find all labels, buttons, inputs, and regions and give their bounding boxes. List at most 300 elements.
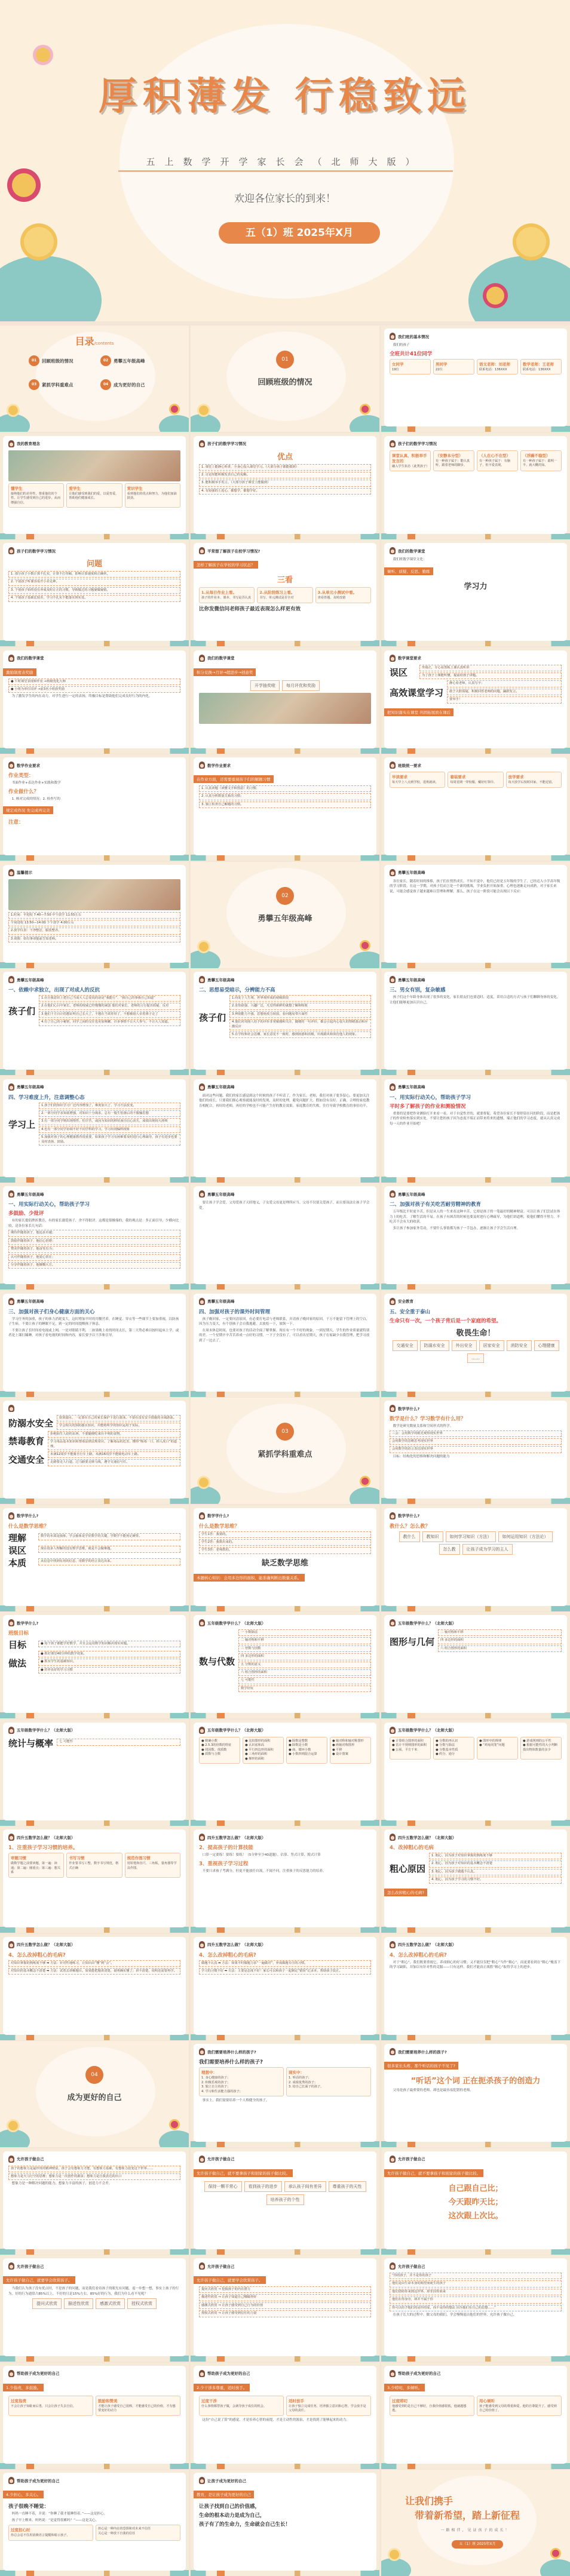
info-box-text: ● 梯形的面积 [245, 1757, 265, 1761]
list-item: 数学好玩 [238, 1685, 371, 1692]
bottom-decoration-strip [381, 1498, 570, 1504]
slide-card [194, 543, 376, 641]
slide-thumbnail [191, 2470, 379, 2576]
chip: 尊重孩子的天性 [329, 2181, 366, 2192]
list-item: 1. 课堂上能静心听讲，全身心投入课堂学习。（大部分孩子都能做到） [199, 464, 371, 471]
slide-thumbnail [191, 862, 379, 968]
paragraph: 口算一定要练！要练！要练！（5分钟至少40道题），估算、竖式计算、脱式计算 [202, 1853, 321, 1857]
chip: 培养孩子的个性 [266, 2194, 304, 2205]
teacher-avatar-icon [390, 762, 396, 769]
info-box-text: ● 平移 [332, 1748, 342, 1752]
slide-thumbnail [381, 1720, 570, 1826]
section-heading: 孩子很晚不睡觉： [8, 2504, 50, 2510]
slide-thumbnail [191, 433, 379, 539]
info-box [520, 1737, 562, 1760]
slide-header-title: 五年级数学学什么？（北师大版） [207, 1728, 266, 1733]
info-box-text: ● 分数基本性质 [436, 1748, 458, 1752]
chip: …… [467, 1353, 484, 1363]
slide-card [194, 650, 376, 748]
info-box-title: 数学老师：王老师 [523, 361, 554, 367]
slide-header [199, 2047, 371, 2056]
info-box-title: 爱学生 [69, 486, 81, 491]
paragraph: 孩子们这个年龄身体出现了很多的变化，家长朋友们也要适时、适度，采用合适的方式与孩子们聊聊身体的变化，让他们能够更加认识自己。 [390, 996, 560, 1005]
info-box-title: 着装要求 [450, 775, 466, 779]
slide-thumbnail [0, 1934, 189, 2040]
section-heading: 比你发微信问老师孩子最近表现怎么样更有效 [199, 606, 301, 612]
section-heading: 一、依赖中求独立，出现了对成人的反抗 [8, 987, 100, 993]
section-heading: 孩子有了的生命力，生命就会自己生长！ [199, 2522, 291, 2528]
list-item: 为了孩子上课能听懂，提前给孩子讲题。 [419, 673, 562, 679]
slide-card [3, 2151, 186, 2249]
info-box-text: ● 约分、通分 [436, 1752, 455, 1757]
labeled-list [390, 1853, 562, 1885]
slide-header-title: 允许孩子做自己 [398, 2157, 425, 2161]
slide-card [194, 1937, 376, 2035]
info-box-text: ● 图形中的规律 [479, 1739, 502, 1743]
info-box-text: ● 除数是小数 [289, 1743, 308, 1748]
slide-card [384, 328, 567, 426]
list-item: 拒绝陌生人给的东西，不要随便吃来历不明的食物。 [48, 1431, 180, 1438]
info-box-text: 19位 [392, 367, 399, 371]
column-group [8, 2525, 180, 2541]
list-item: “你的孩子，并不是你的孩子 [390, 2273, 562, 2279]
slide-header-title: 五年级数学学什么？（北师大版） [17, 1728, 75, 1733]
slide-header [199, 1619, 371, 1627]
info-box-text: 每天放学后按时回家，不能逗留。 [508, 781, 555, 784]
toc-item[interactable] [100, 355, 172, 366]
paragraph: 各位家长，随着时间的推移，孩子们在悄然成长，不知不觉中，他们已经是五年级的学生了，已经迈入小学高年级的学习阶段。在这一学期，对孩子们而言是一个新的挑战，学业负担开始加重，心理也逐渐走向成熟。对于家长来说，可能会感觉孩子越来越难以管理和理解。那么，孩子在这一阶段可能会出现以下反应： [390, 879, 560, 894]
list-item: 七 可能性 [238, 1677, 371, 1684]
info-box-text: 什么事情都替孩子做，会剥夺孩子成长的机会。 [201, 2404, 266, 2408]
slide-header-title: 勇攀五年级高峰 [17, 1299, 44, 1304]
list-item: 3.辨别能力不强，思想免疫力较弱，看问题易带片面性 [229, 1011, 371, 1018]
flower-icon [199, 942, 209, 951]
chip-group [199, 2181, 371, 2205]
info-box-title: 1.从每日作业上看。 [201, 590, 237, 595]
list-item: 对知识掌握的熟练度不够 ➡ 方法：针对性地练习，让知识由“懂”到“会”。 [8, 1960, 180, 1967]
flower-icon [171, 406, 178, 413]
list-item: 3. 能积极举手发言。（大部分孩子课堂上能做到） [199, 480, 371, 486]
slide-thumbnail [381, 1612, 570, 1718]
bottom-decoration-strip [0, 2570, 189, 2576]
chip: 每月评优和奖励 [282, 680, 320, 691]
chip: 心理健康 [534, 1340, 559, 1351]
closing-title-line2: 带着新希望，踏上新征程 [415, 2510, 520, 2521]
list-item: 认可伴随着孩子，他爱心常在； [8, 1254, 180, 1261]
info-box-text: 联系电话：136XXX [479, 367, 507, 371]
slide-thumbnail [0, 1612, 189, 1718]
side-label: 防溺水安全 [8, 1417, 54, 1429]
leaf-decoration [0, 2129, 30, 2147]
boxed-list [57, 1415, 180, 1430]
slide-thumbnail [381, 2363, 570, 2469]
info-box-text: ● 2.5.3的倍数的特征 [201, 1743, 232, 1748]
info-box [257, 587, 312, 603]
flower-icon [390, 2550, 399, 2559]
teacher-avatar-icon [390, 2156, 396, 2163]
bottom-decoration-strip [191, 1284, 379, 1289]
section-title: 成为更好的自己 [67, 2093, 122, 2102]
teacher-avatar-icon [390, 1512, 396, 1519]
boxed-list [199, 2286, 371, 2317]
bottom-decoration-strip [381, 1820, 570, 1826]
info-box-title: 课堂认真、积极举手发言的 [392, 453, 427, 463]
teacher-avatar-icon [8, 762, 14, 769]
info-box [199, 1737, 240, 1764]
teacher-avatar-icon [390, 869, 396, 876]
slide-thumbnail [191, 1720, 379, 1826]
bottom-decoration-strip [0, 2034, 189, 2040]
chip: 承认孩子间有差异 [284, 2181, 326, 2192]
info-box-title: 懂学生 [11, 486, 23, 491]
info-box-text: ● 计算组合图形的面积 [392, 1739, 424, 1743]
info-box-text: 孩子能感受到父母的尊重和爱，他的自尊提升了，感受到自己的价值了。 [479, 2404, 557, 2413]
slide-header-title: 帮助孩子成为更好的自己 [17, 2371, 60, 2376]
slide-header-title: 让孩子成为更好的自己 [207, 2478, 246, 2483]
paragraph: 父母是孩子最重要的老师，却也是最容易犯错的老师。 [393, 2089, 473, 2092]
labeled-list [8, 1544, 180, 1556]
labeled-list [8, 1431, 180, 1451]
paragraph: 五年级比平时更辛苦。但是从人的一生来看这种辛苦，它却是孩子的一笔最好的精神财富。可以让孩子们尝试在体力上的吃苦，了解生活的不易。在孩子有困苦的时候也要及时进行心理疏导，为他们讲道理，使他们懂得不努力，不吃苦不会有大的收获。 [390, 1210, 560, 1224]
paragraph: 多让孩子参加家务劳动，不要什么事情都为孩子一手包办，逐渐让孩子学会生活自理。 [393, 1226, 520, 1230]
slide-thumbnail [191, 2041, 379, 2147]
info-box [125, 1853, 180, 1878]
toc-number: 02 [100, 355, 111, 366]
slide-thumbnail [381, 1398, 570, 1504]
slide-thumbnail [381, 1076, 570, 1183]
slide-thumbnail [191, 1934, 379, 2040]
slide-header [8, 2155, 180, 2163]
bottom-decoration-strip [381, 2356, 570, 2362]
info-box-text: 做数学题之前要读题，第一遍：读通；第二遍：圈重点；第三遍：想关系 [11, 1862, 61, 1875]
slide-card [3, 2258, 186, 2356]
list-item: ● 抓实学生的基础知识。 [38, 1659, 180, 1665]
list-item: ● 每个孩子都能学好数学，并且会运用数学知识解决现实问题。 [38, 1641, 180, 1647]
leaf-decoration [159, 415, 189, 432]
list-item: 会用数学的语言表达现实世界 [390, 1446, 562, 1453]
slide-thumbnail [0, 2363, 189, 2469]
info-box-title: 放学要求 [508, 775, 524, 779]
teacher-avatar-icon [390, 1941, 396, 1948]
slide-header-title: 勇攀五年级高峰 [17, 1085, 44, 1089]
bottom-decoration-strip [0, 1820, 189, 1826]
slide-header-title: 允许孩子做自己 [207, 2157, 235, 2161]
flower-icon [24, 227, 54, 257]
bottom-decoration-strip [381, 1712, 570, 1718]
bottom-decoration-strip [0, 1498, 189, 1504]
slide-header [199, 2155, 371, 2163]
paragraph: 妈妈一直睡不着，并说：“你睡了我才能睡得着。”——这是担心。 [11, 2512, 108, 2516]
slide-card [384, 2366, 567, 2464]
slide-header-title: 我们的数学课堂 [17, 656, 44, 661]
info-box [8, 1853, 64, 1878]
bottom-decoration-strip [381, 426, 570, 432]
big-text: 学习力 [464, 582, 488, 591]
info-box [433, 450, 474, 472]
orange-banner: 怎么改掉粗心的毛病? [384, 1889, 427, 1896]
list-item: 学生3答：老师教的。 [199, 1547, 371, 1553]
bottom-decoration-strip [381, 2141, 570, 2147]
slide-thumbnail [0, 1505, 189, 1611]
info-box-title: 男同学 [436, 361, 448, 367]
column-group [390, 772, 562, 788]
paragraph: 当我们认为孩子没有优点时，不是孩子的问题，而是我们看待孩子的眼光有问题。退一步想一想，事实上孩子的行为，好的行为通常占85%以上，不好的只是15%左右，85%好的行为，我们为什么看不见呢？ [8, 2287, 179, 2296]
info-box [448, 772, 503, 788]
section-heading: 数学是什么？学习数学有什么用？ [390, 1416, 466, 1422]
bottom-decoration-strip [381, 962, 570, 968]
slide-header [199, 2476, 371, 2485]
chip: 外出安全 [452, 1340, 477, 1351]
list-item: 学生2答：我数出来的。 [199, 1539, 371, 1546]
slide-thumbnail [381, 2041, 570, 2147]
slide-header [8, 1619, 180, 1627]
slide-thumbnail [0, 1076, 189, 1183]
orange-banner: 怎样了解孩子在学校的学习状态？ [194, 561, 258, 569]
slide-header-title: 四升五数学怎么做？（北师大版） [17, 1942, 75, 1947]
toc-item[interactable] [29, 355, 100, 366]
section-number: 03 [276, 1423, 294, 1441]
list-item: 4.也有一部分同学协调不好不同学科的学习，学习出现偏科现象 [39, 1126, 180, 1133]
slide-thumbnail [191, 1612, 379, 1718]
teacher-avatar-icon [8, 1619, 14, 1626]
info-box-text: 才能让孩子感受自己很棒，才能感受自己的价值，才有想要变好的动力 [98, 2404, 176, 2413]
chip-group [390, 1531, 562, 1542]
info-box-text: 每天早上八点到学校，进班就读。 [392, 781, 439, 784]
list-item: 3. 粗心，因为孩子做题不认真。 [429, 1869, 562, 1875]
list-item: 午间进校 13:50—14:00 下午放学 4:00左右 [8, 920, 180, 926]
section-heading: 全班共计41位同学 [390, 351, 433, 357]
info-box-text: ● 商、循环小数 [289, 1748, 311, 1752]
orange-banner: 允许孩子做自己，就不要拿孩子和别家的孩子做比较。 [194, 2169, 293, 2177]
slide-card [3, 972, 186, 1070]
info-box-text: ● 轴对称和轴对称图形 [332, 1739, 364, 1743]
list-item: 要举手！ [447, 696, 562, 703]
info-box-text: 用铅笔和直尺、三角板，量角器等学具作图。 [127, 1862, 177, 1870]
leaf-decoration [350, 1487, 379, 1504]
info-box-text: ● 认识底和高 [245, 1743, 265, 1748]
info-box-text: ● 分数与除法 [436, 1743, 455, 1748]
bottom-decoration-strip [191, 1177, 379, 1183]
slide-header-title: 平常想了解孩子在校学习情况? [207, 548, 261, 554]
info-box-text: 有一种孩子属于：能认真听，跟着老师的脚步。 [436, 459, 470, 468]
slide-thumbnail [0, 969, 189, 1075]
slide-card [384, 1294, 567, 1392]
bottom-decoration-strip [191, 533, 379, 539]
slide-header-title: 勇攀五年级高峰 [207, 977, 235, 982]
paragraph: 在孩子长大的过程中，做父母的我们，学会慢慢退出他们的世界，允许孩子做自己。 [393, 2313, 517, 2317]
labeled-list [8, 1638, 180, 1651]
slide-card [384, 543, 567, 641]
slide-header [8, 1941, 180, 1949]
labeled-list [8, 1737, 180, 1749]
boxed-list [229, 995, 371, 1038]
slide-thumbnail [381, 433, 570, 539]
info-box-text: ● 精确小数 [201, 1739, 217, 1743]
list-item: 坐端正，专心看黑板上课认真听讲 [419, 665, 562, 671]
info-box [66, 483, 122, 508]
info-box-text: ● 公顷、平方千米 [392, 1748, 418, 1752]
bottom-decoration-strip [381, 1391, 570, 1397]
toc-item[interactable] [29, 379, 100, 390]
slide-thumbnail [0, 433, 189, 539]
teacher-avatar-icon [390, 655, 396, 662]
toc-label: 勇攀五年级高峰 [114, 358, 145, 364]
list-item: 3.他们千方百计的想证明自己长大了，不想在当乖娃娃了，不想被别人牵着鼻子走了 [39, 1011, 180, 1018]
boxed-list [38, 1641, 180, 1647]
big-text: 问题 [86, 560, 102, 569]
bottom-decoration-strip [191, 640, 379, 646]
teacher-avatar-icon [8, 1190, 14, 1198]
chip: 怎么教 [439, 1544, 460, 1555]
slide-thumbnail [191, 2363, 379, 2469]
slide-thumbnail [0, 540, 189, 646]
list-item: 从信息中找到有用的信息，用数学的语言表达出来。 [38, 1558, 180, 1565]
teacher-avatar-icon [199, 1727, 205, 1734]
slide-thumbnail [0, 754, 189, 861]
paragraph: 在周末休息时间，也要对孩子的活动全面了解掌握。现在有一个不好的现象，一到星期天，学生的作业质量就特别的差。一个星期辛辛苦苦养成一点好的习惯，一下子全没有了。可以看出星期天，孩子在家缺少自我管理，把学习放到了一边去了。 [199, 1328, 370, 1343]
big-text: “听话”这个词 正在扼杀孩子的创造力 [410, 2077, 541, 2086]
teacher-avatar-icon [390, 976, 396, 983]
bottom-decoration-strip [191, 748, 379, 754]
slide-thumbnail [0, 862, 189, 968]
section-heading: 4、怎么改掉粗心的毛病? [8, 1952, 66, 1958]
slide-thumbnail [0, 2255, 189, 2362]
slide-card [384, 865, 567, 963]
side-label: 误区 [8, 1545, 27, 1556]
info-box-title: 女同学 [392, 361, 404, 367]
slide-header-title: 我的教育理念 [17, 441, 40, 446]
info-box [8, 2525, 93, 2541]
list-item: 2.求知欲强，兴趣广泛，凡觉得新鲜的就想了解和吸收 [229, 1003, 371, 1009]
labeled-list [199, 1629, 371, 1693]
list-item: 一 小数除法 [238, 1629, 371, 1636]
info-box-title: 2.从阶段练习上看。 [259, 590, 295, 595]
section-heading: 生命只有一次，一个孩子背后是一个家庭的希望。 [390, 1318, 502, 1324]
slide-card [194, 1723, 376, 1820]
info-box-text: 联系电话：136XXX [523, 367, 551, 371]
list-item: 2. 个别孩子听课容易开小差走神。 [8, 579, 180, 585]
labeled-list [8, 1415, 180, 1431]
slide-header [390, 332, 562, 340]
list-item: 他们在你身旁，却并不属于你 [390, 2296, 562, 2303]
slide-header [199, 1941, 371, 1949]
list-item: 4. 有较强的上进心，都想学，都想学好。 [199, 488, 371, 495]
list-item: 会用数学的思维思考现实世界 [390, 1438, 562, 1445]
toc-label: 回顾班级的情况 [42, 358, 73, 364]
bottom-decoration-strip [0, 748, 189, 754]
teacher-avatar-icon [199, 2370, 205, 2377]
info-box-text: ● 三角形的面积 [245, 1752, 268, 1757]
slide-thumbnail [0, 647, 189, 754]
labeled-list [8, 1556, 180, 1569]
chip: 教知识 [422, 1531, 443, 1542]
slide-header [390, 868, 562, 877]
boxed-list [199, 1960, 371, 1975]
bottom-decoration-strip [0, 1605, 189, 1611]
info-box [477, 450, 518, 472]
slide-thumbnail [0, 1183, 189, 1289]
slide-header [8, 1404, 180, 1413]
info-box-text: ● 游戏规则的公平性 [523, 1739, 551, 1743]
flower-icon [8, 406, 18, 415]
info-box-text: 融入学生状态（此类孩子） [392, 464, 430, 468]
bottom-decoration-strip [191, 2141, 379, 2147]
list-item: 学习的习惯不好 ➡ 方法：主要是态度不好！家长可以和孩子一起制定“错误”记录本，帮助孩子改正。 [199, 1968, 371, 1975]
chip: 防溺水安全 [420, 1340, 449, 1351]
info-box [390, 1737, 431, 1760]
boxed-list [38, 1546, 180, 1552]
info-box-text: ● 比较图形的面积 [245, 1739, 271, 1743]
teacher-avatar-icon [199, 655, 205, 662]
paragraph: 目标：结构化的思维和解决问题的能力 [393, 1454, 450, 1459]
section-heading: 注意： [8, 819, 24, 826]
list-item: 二 轴对称和平移 [438, 1629, 562, 1636]
slide-thumbnail [191, 1505, 379, 1611]
bottom-decoration-strip [381, 1927, 570, 1933]
section-heading: 一、用实际行动关心，帮助孩子学习 [8, 1202, 90, 1208]
info-box-title: 现实中： [289, 2070, 304, 2075]
slide-header-title: 我们的数学课堂 [398, 548, 425, 554]
bottom-decoration-strip [381, 2463, 570, 2469]
slide-card [384, 972, 567, 1070]
list-item: 四 多边形的面积 [238, 1653, 371, 1660]
slide-thumbnail [381, 647, 570, 754]
info-box-text: 有一种孩子属于：有脑子，但不爱表现。 [479, 459, 510, 468]
slide-thumbnail [191, 754, 379, 861]
section-heading: 作业做什么？ [8, 788, 39, 795]
list-item: 4.有了自己的小秘密，同学之间的交往也更加频繁，许多事情不让大人参与，不让大人知道。 [39, 1019, 180, 1026]
slide-thumbnail [381, 754, 570, 861]
list-item: 4.他们对周围人给予的评价非常敏感和关注，随便的一句评价，都会引起内心很大的情绪波动和应激反应 [229, 1019, 371, 1030]
section-title: 勇攀五年级高峰 [258, 914, 312, 923]
info-box-text: 作业要书写工整，数字书写规范，格式正确 [69, 1862, 119, 1870]
list-item: 2.放学仪表：干净整洁，服装整齐。 [8, 928, 180, 934]
bottom-decoration-strip [191, 2034, 379, 2040]
info-box-text: 3. 独立自主的孩子； [201, 2085, 231, 2089]
section-heading: 四、学习难度上升，注意调整心态 [8, 1094, 85, 1101]
list-item: 2. 讨论时能积极发表自己的见解。 [199, 472, 371, 478]
section-heading: 3、重视孩子学习过程 [199, 1860, 249, 1867]
info-box-text: 查看答题、及时改错 [317, 596, 346, 600]
info-box-text: 他感受到的是自己不够好，自我价值感很低，他就越想逃。 [392, 2404, 467, 2413]
orange-banner: 2.少干涉多尊重，适时放手。 [194, 2384, 250, 2391]
teacher-avatar-icon [8, 1512, 14, 1519]
boxed-list [8, 1960, 180, 1975]
section-heading: 让孩子找到自己的价值感， [199, 2504, 261, 2510]
slide-thumbnail [381, 862, 570, 968]
info-box-text: ● 根据可能性的大小判断摸出物体数量的多少 [523, 1743, 558, 1752]
slide-card [384, 1079, 567, 1177]
list-item: 3. 独立检查自己解题的习惯。 [199, 802, 371, 808]
teacher-avatar-icon [199, 1834, 205, 1841]
slide-thumbnail [191, 540, 379, 646]
slide-header [8, 546, 180, 555]
list-item: 想象力是天马行空的思维；想象力是一次创作的源泉；想象力是自我表达的出口 [8, 2173, 180, 2180]
bottom-decoration-strip [0, 1712, 189, 1718]
chip: 教什么 [399, 1531, 420, 1542]
slide-header-title: 允许孩子做自己 [207, 2264, 235, 2269]
toc-item[interactable] [100, 379, 172, 390]
orange-banner: 很多家长头疼，那个听话的孩子不见了? [384, 2062, 458, 2070]
info-box-title: 赏识学生 [127, 486, 143, 491]
list-item: 4. 个别孩子基础比较差，学习不扎实不能落实到实处。 [8, 595, 180, 601]
slide-thumbnail [191, 1826, 379, 1933]
column-group [199, 2396, 371, 2416]
boxed-list [38, 1558, 180, 1565]
paragraph: 事实上，我们需要培养一个人格健全的孩子。 [202, 2099, 269, 2103]
slide-header-title: 五年级数学学什么？（北师大版） [398, 1620, 456, 1626]
paragraph: 我们的孩子 [393, 343, 410, 347]
